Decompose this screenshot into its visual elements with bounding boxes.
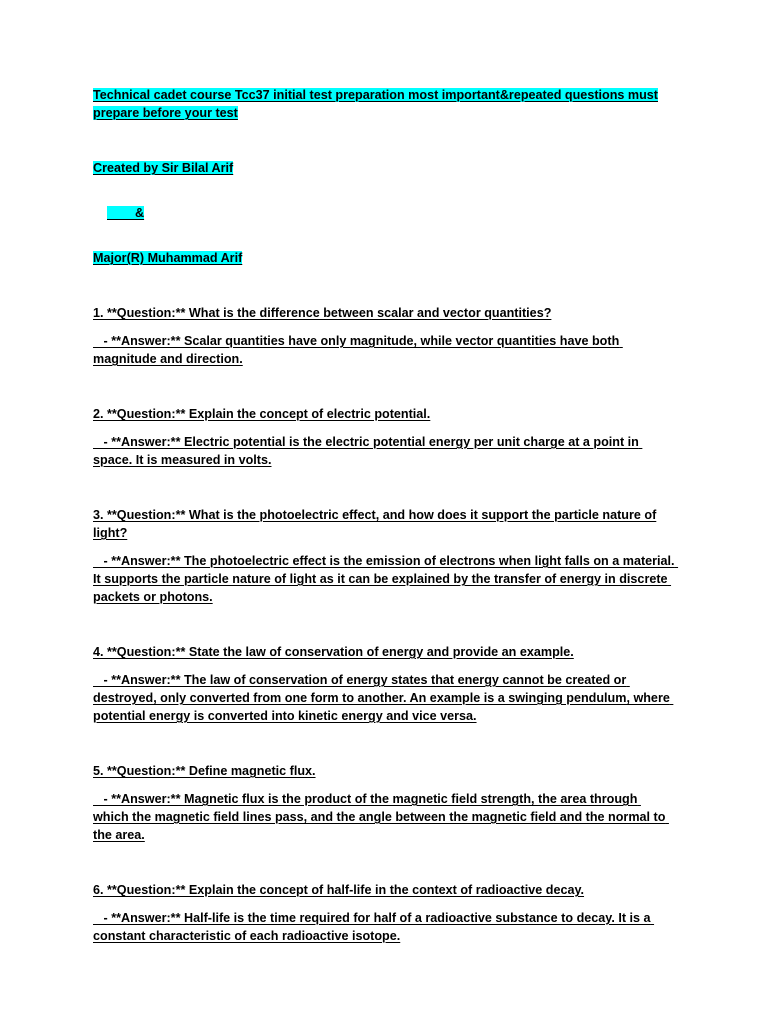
answer-text: - **Answer:** The photoelectric effect is the emission of electrons when light falls on a material. It supports the particle nature of light as it can be explained by the transfer of energy in discrete packets or photons. xyxy=(93,554,679,604)
answer-text: - **Answer:** The law of conservation of energy states that energy cannot be created or destroyed, only converted from one form to another. An example is a swinging pendulum, where potential energy is converted into kinetic energy and vice versa. xyxy=(93,673,674,723)
qa-item xyxy=(93,881,675,945)
answer-text: - **Answer:** Electric potential is the electric potential energy per unit charge at a point in space. It is measured in volts. xyxy=(93,435,643,467)
credit-ampersand: & xyxy=(107,206,145,220)
credit-block-2 xyxy=(93,249,675,267)
qa-item xyxy=(93,506,679,606)
document-page xyxy=(93,86,679,945)
qa-item xyxy=(93,643,675,725)
question-text: 4. **Question:** State the law of conservation of energy and provide an example. xyxy=(93,645,574,659)
answer-text: - **Answer:** Scalar quantities have only magnitude, while vector quantities have both magnitude and direction. xyxy=(93,334,623,366)
document-title: Technical cadet course Tcc37 initial test preparation most important&repeated questions must prepare before your test xyxy=(93,88,658,120)
question-text: 6. **Question:** Explain the concept of half-life in the context of radioactive decay. xyxy=(93,883,585,897)
question-text: 3. **Question:** What is the photoelectric effect, and how does it support the particle nature of light? xyxy=(93,508,657,540)
credit-block-1 xyxy=(93,159,675,177)
question-text: 5. **Question:** Define magnetic flux. xyxy=(93,764,316,778)
question-text: 1. **Question:** What is the difference between scalar and vector quantities? xyxy=(93,306,552,320)
credit-ampersand-block xyxy=(93,186,675,240)
credit-line-1: Created by Sir Bilal Arif xyxy=(93,161,234,175)
qa-item xyxy=(93,405,675,469)
question-text: 2. **Question:** Explain the concept of electric potential. xyxy=(93,407,431,421)
credit-line-2: Major(R) Muhammad Arif xyxy=(93,251,243,265)
document-title-block xyxy=(93,86,675,122)
answer-text: - **Answer:** Half-life is the time required for half of a radioactive substance to decay. It is a constant characteristic of each radioactive isotope. xyxy=(93,911,655,943)
qa-item xyxy=(93,304,675,368)
qa-item xyxy=(93,762,675,844)
answer-text: - **Answer:** Magnetic flux is the product of the magnetic field strength, the area through which the magnetic field lines pass, and the angle between the magnetic field and the normal to the area. xyxy=(93,792,669,842)
